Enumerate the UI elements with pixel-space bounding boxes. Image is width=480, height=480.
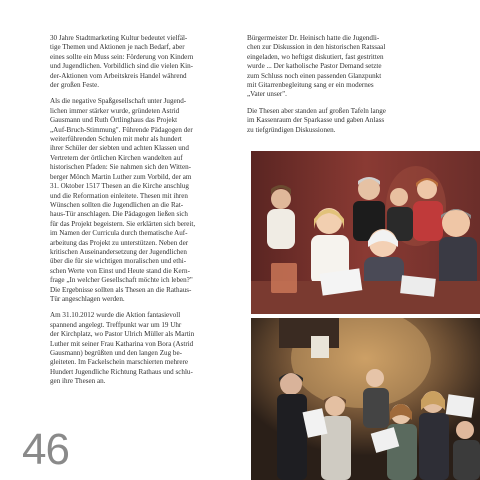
- torchlight-procession-photo: [251, 318, 480, 480]
- article-left-column: [50, 34, 234, 394]
- page-number: 46: [22, 425, 69, 474]
- paragraph-intro: 30 Jahre Stadtmarketing Kultur bedeutet vielfäl- tige Themen und Aktionen je nach Bedarf, aber eines sollte ein Muss sein: Förderung von Kindern und Jugendlichen. Vorbildlich sind die vielen Kin- der-Aktionen vom Arbeitskreis Handel während der großen Feste.: [50, 34, 194, 90]
- group-photo-table: [251, 151, 480, 314]
- paragraph-discussion: Bürgermeister Dr. Heinisch hatte die Jugendli- chen zur Diskussion in den historischen Ratssaal eingeladen, wo heftigst diskutiert, fast gestritten wurde ... Der katholische Pastor Demand setzte zum Schluss noch einen passenden Glanzpunkt mit Gitarrenbegleitung sang er ein modernes „Vater unser".: [247, 34, 386, 99]
- paragraph-project: Als die negative Spaßgesellschaft unter Jugend- lichen immer stärker wurde, gründeten Astrid Gausmann und Ruth Örtlinghaus das Projekt „Auf-Bruch-Stimmung". Führende Pädagogen der weiterführenden Schulen mit mehr als hundert ihrer Schüler der siebten und achten Klassen und Vertretern der örtlichen Kirchen wandelten auf historischen Pfaden: Sie nahmen sich den Witten- berger Mönch Martin Luther zum Vorbild, der am 31. Oktober 1517 Thesen an die Kirche anschlug und die Reformation einleitete. Thesen mit ihren Wünschen sollten die Jugendlichen an die Rat- haus-Tür anschlagen. Die Pädagogen ließen sich für das Projekt begeistern. Sie erklärten sich bereit, im Namen der Curricula durch thematische Auf- arbeitung das Projekt zu unterstützen. Neben der kritischen Auseinandersetzung der Jugendlichen über die für sie wichtigen moralischen und ethi- schen Werte von Einst und Heute stand die Kern- frage „In welcher Gesellschaft möchte ich leben?" Die Ergebnisse sollten als Thesen an die Rathaus- Tür angeschlagen werden.: [50, 97, 196, 303]
- paragraph-event: Am 31.10.2012 wurde die Aktion fantasievoll spannend angelegt. Treffpunkt war um 19 Uhr der Kirchplatz, wo Pastor Ulrich Müller als Martin Luther mit seiner Frau Katharina von Bora (Astrid Gausmann) begrüßten und den langen Zug be- gleiteten. Im Fackelschein marschierten mehrere Hundert Jugendliche Richtung Rathaus und schlu- gen ihre Thesen an.: [50, 311, 195, 386]
- article-right-column: [247, 34, 435, 142]
- paragraph-theses: Die Thesen aber standen auf großen Tafeln lange im Kassenraum der Sparkasse und gaben Anlass zu tiefgründigen Diskussionen.: [247, 106, 386, 134]
